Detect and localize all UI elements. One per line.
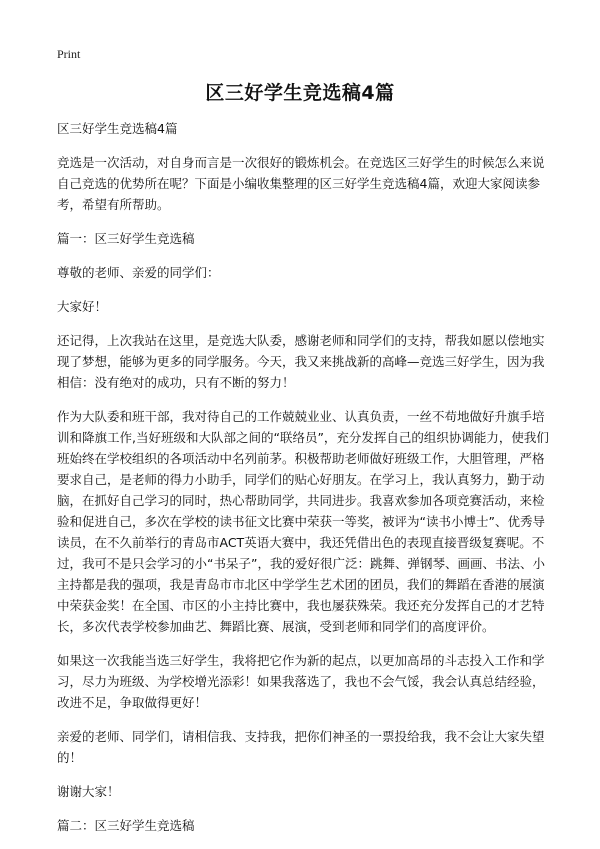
greeting-paragraph: 大家好！ — [57, 299, 108, 314]
body-paragraph: 还记得，上次我站在这里，是竞选大队委，感谢老师和同学们的支持，帮我如愿以偿地实现了梦想，能够为更多的同学服务。今天，我又来挑战新的高峰—竞选三好学生，因为我相信：没有绝对的成功，只有不断的努力！ — [57, 333, 545, 390]
intro-paragraph: 竞选是一次活动，对自身而言是一次很好的锻炼机会。在竞选区三好学生的时候怎么来说自己竞选的优势所在呢？下面是小编收集整理的区三好学生竞选稿4篇，欢迎大家阅读参考，希望有所帮助。 — [57, 155, 545, 212]
section-heading-1: 篇一：区三好学生竞选稿 — [57, 231, 195, 246]
print-link[interactable]: Print — [57, 47, 81, 61]
body-paragraph: 如果这一次我能当选三好学生，我将把它作为新的起点，以更加高昂的斗志投入工作和学习，尽力为班级、为学校增光添彩！如果我落选了，我也不会气馁，我会认真总结经验，改进不足，争取做得更好！ — [57, 653, 545, 710]
subtitle-paragraph: 区三好学生竞选稿4篇 — [57, 121, 178, 136]
document-body — [57, 118, 549, 849]
body-paragraph: 亲爱的老师、同学们，请相信我、支持我，把你们神圣的一票投给我，我不会让大家失望的！ — [57, 729, 545, 765]
salutation-paragraph: 尊敬的老师、亲爱的同学们： — [57, 265, 220, 280]
closing-paragraph: 谢谢大家！ — [57, 784, 120, 799]
section-heading-2: 篇二：区三好学生竞选稿 — [57, 818, 195, 833]
body-paragraph: 作为大队委和班干部，我对待自己的工作兢兢业业、认真负责，一丝不苟地做好升旗手培训和降旗工作,当好班级和大队部之间的“联络员”，充分发挥自己的组织协调能力，使我们班始终在学校组织的各项活动中名列前茅。积极帮助老师做好班级工作，大胆管理，严格要求自己，是老师的得力小助手，同学们的贴心好朋友。在学习上，我认真努力，勤于动脑，在抓好自己学习的同时，热心帮助同学，共同进步。我喜欢参加各项竞赛活动，来检验和促进自己，多次在学校的读书征文比赛中荣获一等奖，被评为“读书小博士”、优秀导读员，在不久前举行的青岛市ACT英语大赛中，我还凭借出色的表现直接晋级复赛呢。不过，我可不是只会学习的小“书呆子”，我的爱好很广泛：跳舞、弹钢琴、画画、书法、小主持都是我的强项，我是青岛市市北区中学学生艺术团的团员，我们的舞蹈在香港的展演中荣获金奖！在全国、市区的小主持比赛中，我也屡获殊荣。我还充分发挥自己的才艺特长，多次代表学校参加曲艺、舞蹈比赛、展演，受到老师和同学们的高度评价。 — [57, 409, 549, 634]
document-title: 区三好学生竞选稿4篇 — [205, 82, 395, 104]
